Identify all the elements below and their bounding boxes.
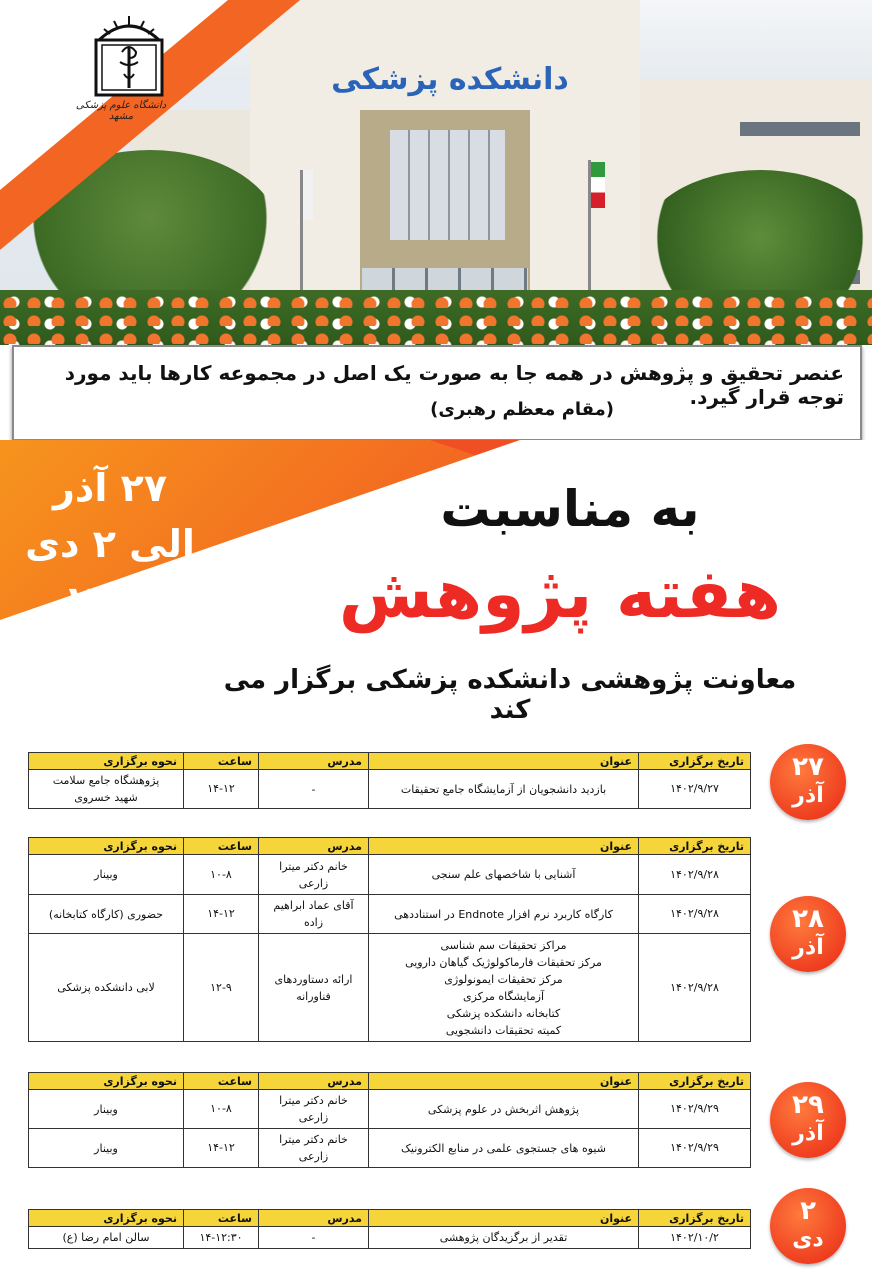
day-badge — [770, 1188, 846, 1264]
cell-line: مراکز تحقیقات سم شناسی — [440, 938, 567, 952]
cell-title — [369, 855, 639, 895]
column-header-teacher: مدرس — [259, 753, 369, 770]
day-badge-month: آذر — [792, 935, 824, 960]
column-header-date: تاریخ برگزاری — [639, 753, 751, 770]
cell-date: ۱۴۰۲/۹/۲۸ — [639, 855, 751, 895]
cell-title — [369, 1227, 639, 1249]
cell-date: ۱۴۰۲/۹/۲۷ — [639, 770, 751, 809]
column-header-teacher: مدرس — [259, 1210, 369, 1227]
cell-line: وبینار — [94, 1102, 118, 1116]
day-badge-number: ۲ — [800, 1196, 816, 1226]
iran-flag — [591, 162, 605, 208]
cell-teacher — [259, 1129, 369, 1168]
cell-mode — [29, 1090, 184, 1129]
cell-line: خانم دکتر میترا — [279, 1094, 348, 1107]
cell-line: کمیته تحقیقات دانشجویی — [445, 1023, 562, 1037]
cell-teacher — [259, 934, 369, 1042]
cell-line: آقای عماد ابراهیم — [273, 899, 354, 912]
cell-teacher — [259, 855, 369, 895]
cell-mode — [29, 770, 184, 809]
cell-line: سالن امام رضا (ع) — [62, 1231, 150, 1244]
cell-line: پژوهشگاه جامع سلامت — [52, 774, 160, 787]
date-range-line: الی ۲ دی — [25, 522, 195, 566]
organizer-line: معاونت پژوهشی دانشکده پزشکی برگزار می کند — [223, 665, 797, 725]
date-range — [20, 460, 200, 628]
column-header-mode: نحوه برگزاری — [29, 753, 184, 770]
schedule-table — [28, 837, 751, 1042]
column-header-title: عنوان — [369, 1073, 639, 1090]
cell-mode — [29, 1227, 184, 1249]
table-row — [29, 1227, 751, 1249]
cell-title — [369, 895, 639, 934]
column-header-teacher: مدرس — [259, 1073, 369, 1090]
column-header-mode: نحوه برگزاری — [29, 1073, 184, 1090]
cell-line: پژوهش اثربخش در علوم پزشکی — [427, 1102, 580, 1116]
column-header-title: عنوان — [369, 753, 639, 770]
cell-line: آزمایشگاه مرکزی — [462, 989, 545, 1003]
column-header-time: ساعت — [184, 753, 259, 770]
logo-caption: دانشگاه علوم پزشکی مشهد — [75, 100, 167, 122]
cell-line: شیوه های جستجوی علمی در منابع الکترونیک — [401, 1141, 606, 1155]
column-header-time: ساعت — [184, 1210, 259, 1227]
cell-mode — [29, 855, 184, 895]
flower-bed — [0, 290, 872, 345]
cell-line: - — [311, 782, 316, 796]
column-header-date: تاریخ برگزاری — [639, 1073, 751, 1090]
table-header-row — [29, 753, 751, 770]
cell-time: ۱۴-۱۲ — [184, 895, 259, 934]
day-badge-month: آذر — [792, 1121, 824, 1146]
column-header-time: ساعت — [184, 1073, 259, 1090]
cell-date: ۱۴۰۲/۱۰/۲ — [639, 1227, 751, 1249]
day-badge-number: ۲۷ — [792, 752, 824, 782]
date-range-line: ۱۴۰۲ — [63, 578, 157, 622]
cell-teacher — [259, 770, 369, 809]
schedule-table — [28, 752, 751, 809]
quote-box — [12, 345, 862, 441]
headline-occasion: به مناسبت — [440, 480, 700, 538]
day-badge-month: آذر — [792, 783, 824, 808]
cell-time: ۱۴-۱۲ — [184, 1129, 259, 1168]
cell-line: مرکز تحقیقات فارماکولوژیک گیاهان دارویی — [405, 955, 602, 969]
cell-date: ۱۴۰۲/۹/۲۸ — [639, 934, 751, 1042]
cell-line: زارعی — [298, 1150, 329, 1163]
cell-line: لابی دانشکده پزشکی — [57, 981, 155, 994]
cell-line: وبینار — [94, 868, 118, 881]
facade-title: دانشکده پزشکی — [331, 62, 569, 97]
column-header-mode: نحوه برگزاری — [29, 1210, 184, 1227]
building-glass-window — [390, 130, 505, 240]
cell-line: خانم دکتر میترا — [279, 859, 348, 873]
cell-line: کتابخانه دانشکده پزشکی — [446, 1006, 561, 1020]
cell-teacher — [259, 1227, 369, 1249]
cell-mode — [29, 1129, 184, 1168]
table-row — [29, 855, 751, 895]
cell-line: تقدیر از برگزیدگان پژوهشی — [439, 1231, 568, 1244]
table-header-row — [29, 838, 751, 855]
cell-line: وبینار — [94, 1141, 118, 1155]
cell-date: ۱۴۰۲/۹/۲۹ — [639, 1090, 751, 1129]
cell-time: ۱۴-۱۲:۳۰ — [184, 1227, 259, 1249]
cell-line: ارائه دستاوردهای — [274, 972, 353, 986]
column-header-date: تاریخ برگزاری — [639, 838, 751, 855]
cell-teacher — [259, 1090, 369, 1129]
cell-line: خانم دکتر میترا — [279, 1133, 348, 1146]
day-badge — [770, 1082, 846, 1158]
cell-line: شهید خسروی — [74, 791, 138, 804]
table-row — [29, 1090, 751, 1129]
table-header-row — [29, 1073, 751, 1090]
cell-line: کارگاه کاربرد نرم افزار Endnote در استناددهی — [394, 907, 613, 921]
table-header-row — [29, 1210, 751, 1227]
cell-line: زاده — [303, 916, 324, 929]
table-row — [29, 934, 751, 1042]
table-row — [29, 1129, 751, 1168]
quote-text: عنصر تحقیق و پژوهش در همه جا به صورت یک اصل در مجموعه کارها باید مورد توجه قرار گیرد. — [64, 361, 844, 409]
cell-mode — [29, 934, 184, 1042]
date-range-line: ۲۷ آذر — [52, 466, 168, 510]
cell-date: ۱۴۰۲/۹/۲۸ — [639, 895, 751, 934]
column-header-title: عنوان — [369, 838, 639, 855]
day-badge-month: دی — [792, 1227, 824, 1252]
cell-title — [369, 770, 639, 809]
cell-title — [369, 1129, 639, 1168]
day-badge — [770, 744, 846, 820]
quote-author: (مقام معظم رهبری) — [430, 399, 614, 420]
cell-title — [369, 1090, 639, 1129]
cell-line: آشنایی با شاخصهای علم سنجی — [431, 868, 576, 881]
cell-line: زارعی — [298, 876, 329, 890]
table-row — [29, 770, 751, 809]
cell-time: ۱۴-۱۲ — [184, 770, 259, 809]
column-header-teacher: مدرس — [259, 838, 369, 855]
column-header-title: عنوان — [369, 1210, 639, 1227]
cell-line: - — [311, 1231, 316, 1244]
column-header-mode: نحوه برگزاری — [29, 838, 184, 855]
cell-teacher — [259, 895, 369, 934]
cell-date: ۱۴۰۲/۹/۲۹ — [639, 1129, 751, 1168]
cell-line: زارعی — [298, 1111, 329, 1124]
day-badge — [770, 896, 846, 972]
day-badge-number: ۲۸ — [792, 904, 824, 934]
schedule-table — [28, 1072, 751, 1168]
column-header-date: تاریخ برگزاری — [639, 1210, 751, 1227]
cell-time: ۱۲-۹ — [184, 934, 259, 1042]
cell-line: مرکز تحقیقات ایمونولوژی — [444, 972, 563, 986]
cell-line: بازدید دانشجویان از آزمایشگاه جامع تحقیقات — [400, 782, 607, 796]
column-header-time: ساعت — [184, 838, 259, 855]
cell-line: حضوری (کارگاه کتابخانه) — [48, 907, 164, 921]
cell-mode — [29, 895, 184, 934]
white-flag — [303, 170, 313, 220]
cell-title — [369, 934, 639, 1042]
headline-research-week: هفته پژوهش — [338, 555, 782, 634]
cell-line: فناورانه — [296, 989, 331, 1003]
cell-time: ۱۰-۸ — [184, 855, 259, 895]
day-badge-number: ۲۹ — [792, 1090, 824, 1120]
table-row — [29, 895, 751, 934]
cell-time: ۱۰-۸ — [184, 1090, 259, 1129]
schedule-table — [28, 1209, 751, 1249]
